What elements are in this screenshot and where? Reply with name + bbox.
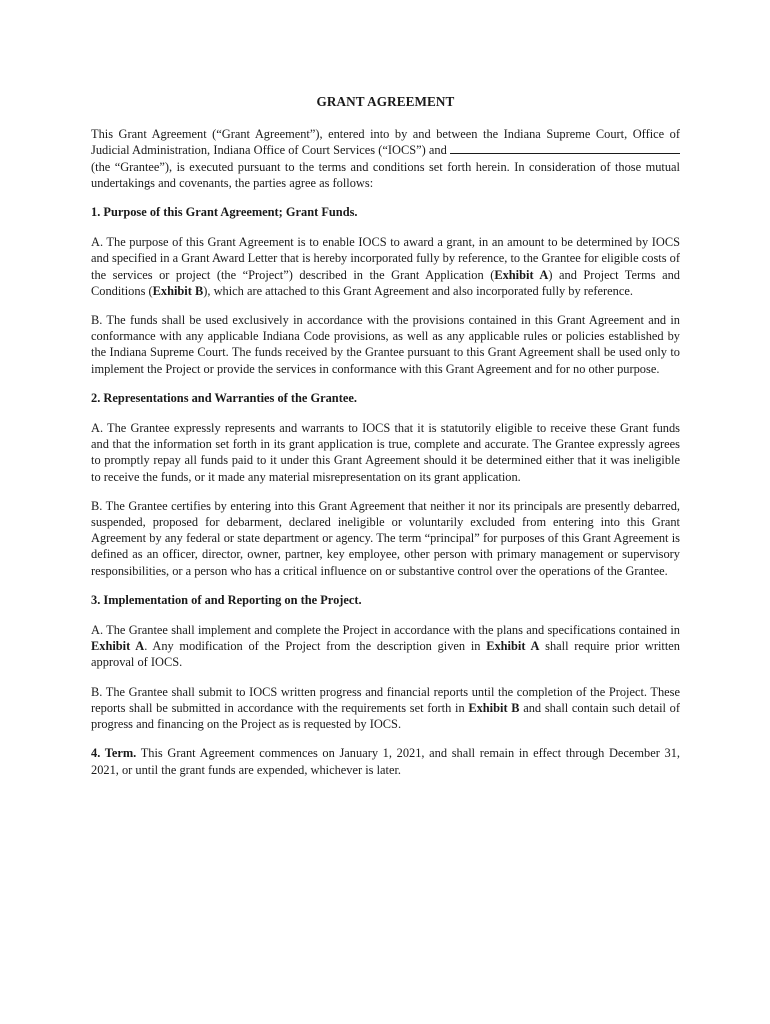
- section-2-paragraph-b: B. The Grantee certifies by entering into this Grant Agreement that neither it nor its principals are presently debarred, suspended, proposed for debarment, declared ineligible or voluntarily excluded from entering into this Grant Agreement by any federal or state department or agency. The term “principal” for purposes of this Grant Agreement is defined as an officer, director, owner, partner, key employee, other person with primary management or supervisory responsibilities, or a person who has a critical influence on or substantive control over the operations of the Grantee.: [91, 498, 680, 578]
- exhibit-b-ref: Exhibit B: [152, 283, 204, 298]
- section-1-heading: 1. Purpose of this Grant Agreement; Grant Funds.: [91, 205, 358, 220]
- document-title: GRANT AGREEMENT: [316, 94, 455, 109]
- intro-paragraph: [91, 126, 680, 191]
- section-1a-text: ), which are attached to this Grant Agreement and also incorporated fully by reference.: [203, 283, 633, 298]
- exhibit-a-ref: Exhibit A: [91, 639, 145, 654]
- section-1a-text: ) and Project Terms and Conditions (: [91, 267, 681, 298]
- exhibit-a-ref: Exhibit A: [486, 639, 540, 654]
- exhibit-a-ref: Exhibit A: [494, 267, 549, 282]
- intro-text-1: This Grant Agreement (“Grant Agreement”), entered into by and between the Indiana Supreme Court, Office of Judicial Administration, Indiana Office of Court Services (“IOCS”) and: [91, 127, 680, 158]
- section-4-paragraph: [91, 745, 680, 777]
- section-3-paragraph-b: [91, 684, 680, 733]
- section-3-paragraph-a: [91, 622, 680, 671]
- section-3b-text: B. The Grantee shall submit to IOCS written progress and financial reports until the completion of the Project. These reports shall be submitted in accordance with the requirements set forth in: [91, 684, 680, 715]
- section-1-paragraph-a: [91, 234, 680, 299]
- section-3-heading: 3. Implementation of and Reporting on the Project.: [91, 592, 362, 607]
- section-1a-text: A. The purpose of this Grant Agreement is to enable IOCS to award a grant, in an amount to be determined by IOCS and specified in a Grant Award Letter that is hereby incorporated fully by reference, to the Grantee for eligible costs of the services or project (the “Project”) described in the Grant Application (: [91, 235, 680, 282]
- exhibit-b-ref: Exhibit B: [468, 700, 520, 715]
- document-page: [91, 94, 680, 791]
- grantee-name-blank: [450, 142, 680, 154]
- section-1-paragraph-b: B. The funds shall be used exclusively in accordance with the provisions contained in this Grant Agreement and in conformance with any applicable Indiana Code provisions, as well as any applicable rules or policies established by the Indiana Supreme Court. The funds received by the Grantee pursuant to this Grant Agreement shall be used only to implement the Project or provide the services in conformance with this Grant Agreement and for no other purpose.: [91, 313, 680, 376]
- section-2-paragraph-a: A. The Grantee expressly represents and warrants to IOCS that it is statutorily eligible to receive these Grant funds and that the information set forth in its grant application is true, complete and accurate. The Grantee expressly agrees to promptly repay all funds paid to it under this Grant Agreement should it be determined either that it was ineligible to receive the funds, or it made any material misrepresentation on its grant application.: [91, 421, 680, 484]
- intro-text-2: (the “Grantee”), is executed pursuant to the terms and conditions set forth herein. In consideration of those mutual undertakings and covenants, the parties agree as follows:: [91, 159, 680, 190]
- section-3a-text: A. The Grantee shall implement and complete the Project in accordance with the plans and specifications contained in: [91, 623, 680, 638]
- section-3a-text: . Any modification of the Project from the description given in: [144, 639, 487, 654]
- section-3b-text: and shall contain such detail of progress and financing on the Project as is requested by IOCS.: [91, 700, 680, 732]
- section-4-text: This Grant Agreement commences on January 1, 2021, and shall remain in effect through December 31, 2021, or until the grant funds are expended, whichever is later.: [91, 746, 680, 777]
- section-4-heading: 4. Term.: [91, 746, 137, 761]
- section-3a-text: shall require prior written approval of IOCS.: [91, 639, 680, 670]
- section-2-heading: 2. Representations and Warranties of the Grantee.: [91, 390, 357, 405]
